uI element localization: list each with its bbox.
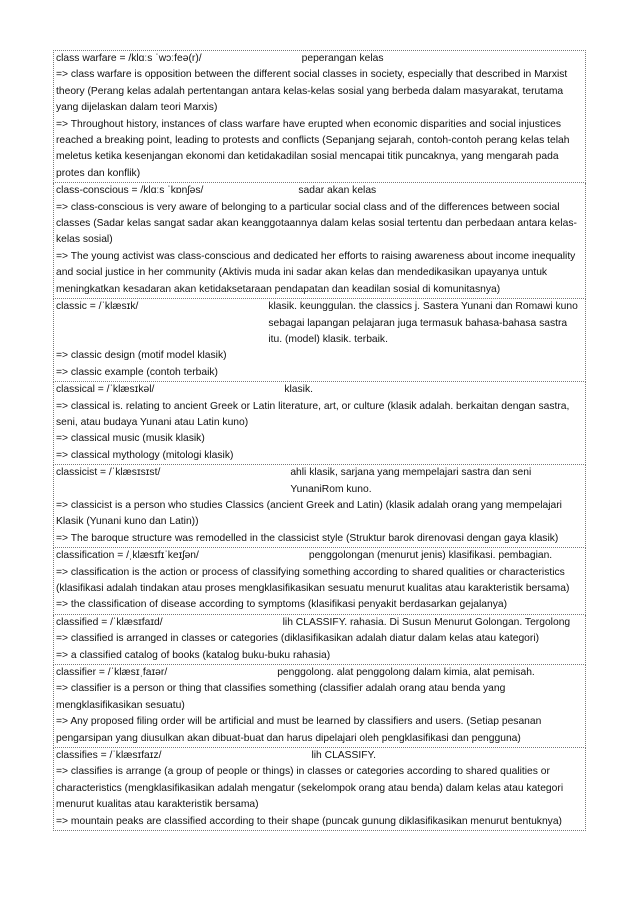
entry-head [56,548,583,564]
entry-term: class warfare = /klɑːs ˈwɔːfeə(r)/ [56,53,202,64]
entry-line: => classicist is a person who studies Classics (ancient Greek and Latin) (klasik adalah orang yang mempelajari Klasik (Yunani kuno dan Latin)) [56,499,562,528]
entry-gloss: peperangan kelas [301,53,384,64]
entry-head [56,183,583,199]
entry-line: => a classified catalog of books (katalog buku-buku rahasia) [56,649,331,661]
entry-line: => classified is arranged in classes or categories (diklasifikasikan adalah diatur dalam kelas atau kategori) [56,633,540,645]
entry-term: classifies = /ˈklæsɪfaɪz/ [56,750,162,762]
entry-term: classification = /ˌklæsɪfɪˈkeɪʃən/ [56,550,199,562]
entry-line: => Any proposed filing order will be artificial and must be learned by classifiers and users. (Setiap pesanan pengarsipan yang diusulkan akan dibuat-buat dan harus dipelajari oleh pengklasifikasi dan pengguna) [56,716,542,744]
entry-term: classical = /ˈklæsɪkəl/ [56,384,155,396]
entry-line: => classical is. relating to ancient Greek or Latin literature, art, or culture (klasik adalah. berkaitan dengan sastra, seni, atau budaya Yunani atau Latin kuno) [56,400,570,428]
entry-class-conscious [53,183,586,299]
entry-term: class-conscious = /klɑːs ˈkɒnʃəs/ [56,185,204,197]
entry-term: classifier = /ˈklæsɪˌfaɪər/ [56,667,168,679]
entry-gloss: penggolong. alat penggolong dalam kimia, alat pemisah. [277,667,535,679]
entry-line: => classifier is a person or thing that classifies something (classifier adalah orang atau benda yang mengklasifikasikan sesuatu) [56,683,506,711]
entry-classified [53,615,586,665]
entry-line: => class-conscious is very aware of belonging to a particular social class and of the differences between social classes (Sadar kelas sangat sadar akan keanggotaannya dalam kelas sosial tertentu dan perbedaan antara kelas-kelas sosial) [56,201,577,246]
entry-classification [53,548,586,615]
entry-gloss: lih CLASSIFY. rahasia. Di Susun Menurut Golongan. Tergolong [282,616,571,628]
entry-head [56,465,583,498]
entry-gloss: ahli klasik, sarjana yang mempelajari sastra dan seni YunaniRom kuno. [290,467,532,495]
entry-line: => classifies is arrange (a group of people or things) in classes or categories according to shared qualities or characteristics (mengklasifikasikan adalah mengatur (sekelompok orang atau benda) dalam kelas atau kategori menurut kualitas atau karakteristik bersama) [56,766,564,811]
entry-term: classic = /ˈklæsɪk/ [56,301,139,313]
entry-classicist [53,465,586,548]
entry-gloss: klasik. [284,384,313,396]
entry-line: => The baroque structure was remodelled in the classicist style (Struktur barok direnovasi dengan gaya klasik) [56,532,559,544]
entry-line: => Throughout history, instances of class warfare have erupted when economic disparities and social injustices reached a breaking point, leading to protests and conflicts (Sepanjang sejarah, contoh-contoh perang kelas telah meletus ketika kesenjangan ekonomi dan ketidakadilan sosial mencapai titik puncaknya, yang mengarah pada protes dan konflik) [56,118,570,179]
entry-classifier [53,665,586,748]
entry-gloss: penggolongan (menurut jenis) klasifikasi. pembagian. [308,550,553,562]
entry-gloss: klasik. keunggulan. the classics j. Sastera Yunani dan Romawi kuno sebagai lapangan pelajaran juga termasuk bahasa-bahasa sastra itu. (model) klasik. terbaik. [268,301,578,345]
entry-line: => mountain peaks are classified according to their shape (puncak gunung diklasifikasikan menurut bentuknya) [56,815,562,827]
entry-head [56,748,583,764]
entry-line: => The young activist was class-conscious and dedicated her efforts to raising awareness about income inequality and social justice in her community (Aktivis muda ini sadar akan kelas dan mendedikasikan upayanya untuk meningkatkan kesadaran akan ketidaksetaraan pendapatan dan keadilan sosial di komunitasnya) [56,250,576,295]
entry-classifies [53,748,586,831]
entry-head [56,665,583,681]
entry-head [56,299,583,348]
entry-class-warfare [53,50,586,183]
entry-line: => classification is the action or process of classifying something according to shared qualities or characteristics (klasifikasi adalah tindakan atau proses mengklasifikasikan sesuatu menurut kualitas atau karakteristik bersama) [56,566,570,594]
entry-line: => the classification of disease according to symptoms (klasifikasi penyakit berdasarkan gejalanya) [56,599,508,611]
entry-classical [53,382,586,465]
entry-line: => classic example (contoh terbaik) [56,366,218,378]
entry-line: => classical music (musik klasik) [56,433,205,445]
entry-gloss: sadar akan kelas [298,185,377,197]
entry-head [56,51,583,67]
entry-line: => classical mythology (mitologi klasik) [56,449,234,461]
entry-term: classicist = /ˈklæsɪsɪst/ [56,467,161,479]
entry-classic [53,299,586,382]
entry-head [56,615,583,631]
entry-term: classified = /ˈklæsɪfaɪd/ [56,616,163,628]
entry-line: => classic design (motif model klasik) [56,350,227,362]
entry-gloss: lih CLASSIFY. [311,750,376,762]
entry-line: => class warfare is opposition between the different social classes in society, especially that described in Marxist theory (Perang kelas adalah pertentangan antara kelas-kelas sosial yang berbeda dalam masyarakat, terutama yang dijelaskan dalam teori Marxis) [56,69,568,114]
entry-head [56,382,583,398]
vocabulary-page [53,50,586,831]
